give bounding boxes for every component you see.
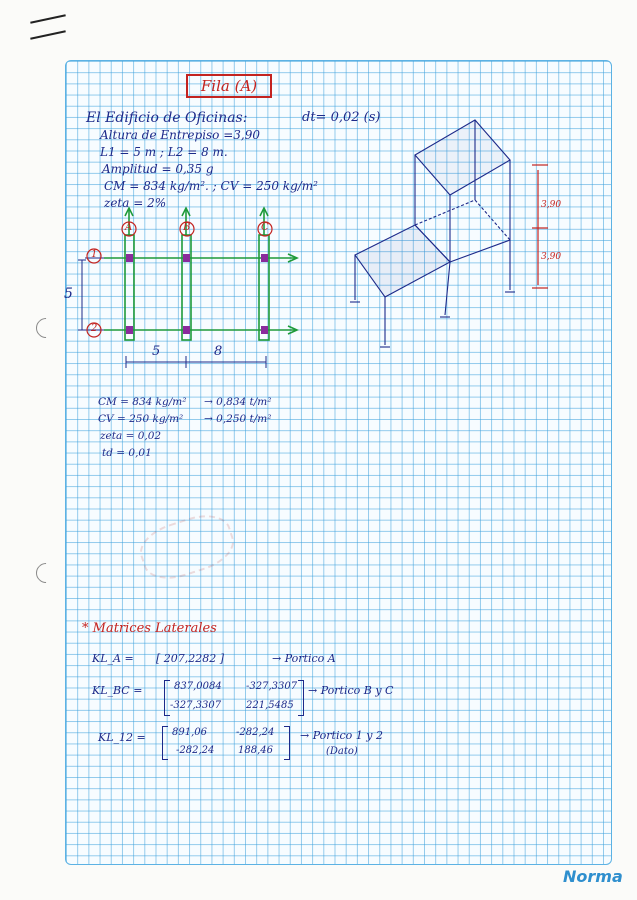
building-label: El Edificio de Oficinas: <box>86 110 248 126</box>
klbc-r2c1: -327,3307 <box>170 700 222 711</box>
kl12-r1c1: 891,06 <box>172 727 207 738</box>
dim-vertical: 5 <box>64 286 73 302</box>
param-cv-converted: → 0,250 t/m² <box>204 413 272 425</box>
damping-label: zeta = 2% <box>104 196 167 210</box>
klbc-label: KL_BC = <box>92 684 143 697</box>
page-title: Fila (A) <box>186 74 272 98</box>
story-height-label: Altura de Entrepiso =3,90 <box>100 128 260 142</box>
dim-span-2: 8 <box>214 344 223 359</box>
kla-values: [ 207,2282 ] <box>156 652 225 665</box>
time-step-label: dt= 0,02 (s) <box>302 110 381 125</box>
kl12-note-data: (Dato) <box>326 746 358 757</box>
brand-logo: Norma <box>563 867 623 886</box>
kl12-r2c1: -282,24 <box>176 745 215 756</box>
kl12-label: KL_12 = <box>98 731 146 744</box>
amplitude-label: Amplitud = 0,35 g <box>102 162 214 176</box>
section-title: * Matrices Laterales <box>82 621 217 636</box>
klbc-r1c2: -327,3307 <box>246 681 298 692</box>
kl12-r2c2: 188,46 <box>238 745 273 756</box>
klbc-r1c1: 837,0084 <box>174 681 222 692</box>
kla-note: → Portico A <box>272 652 336 665</box>
param-td: td = 0,01 <box>102 447 152 459</box>
story-height-lower: 3,90 <box>541 252 562 262</box>
span-lengths-label: L1 = 5 m ; L2 = 8 m. <box>100 145 228 159</box>
story-height-upper: 3,90 <box>541 200 562 210</box>
klbc-r2c2: 221,5485 <box>246 700 294 711</box>
param-cm: CM = 834 kg/m² <box>98 396 187 408</box>
axis-label-b: B <box>183 222 191 233</box>
klbc-bracket-right <box>298 680 304 716</box>
kl12-bracket-left <box>162 726 168 760</box>
kl12-note: → Portico 1 y 2 <box>300 729 383 742</box>
param-cm-converted: → 0,834 t/m² <box>204 396 272 408</box>
kl12-bracket-right <box>284 726 290 760</box>
axis-label-a: A <box>125 222 133 233</box>
dim-span-1: 5 <box>152 344 161 359</box>
param-zeta: zeta = 0,02 <box>100 430 162 442</box>
klbc-note: → Portico B y C <box>308 684 394 697</box>
param-cv: CV = 250 kg/m² <box>98 413 184 425</box>
axis-label-2: 2 <box>91 323 98 334</box>
loads-label: CM = 834 kg/m². ; CV = 250 kg/m² <box>104 179 318 193</box>
axis-label-1: 1 <box>91 249 98 260</box>
axis-label-c: C <box>261 222 269 233</box>
kla-label: KL_A = <box>92 652 134 665</box>
kl12-r1c2: -282,24 <box>236 727 275 738</box>
